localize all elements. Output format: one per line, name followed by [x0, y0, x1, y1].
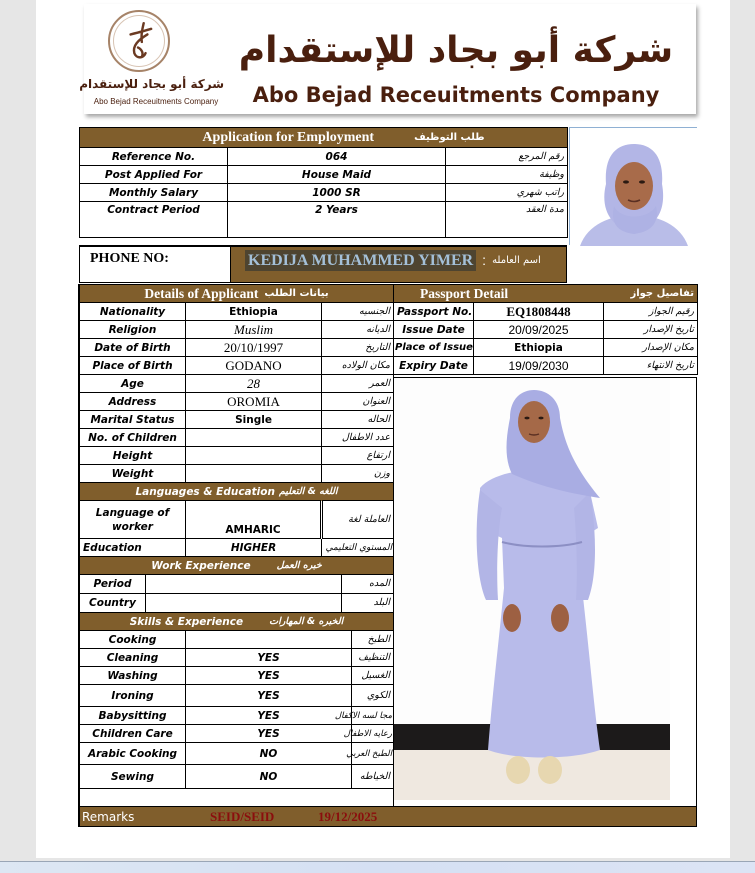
row-value: Ethiopia — [474, 339, 604, 357]
table-row — [80, 411, 394, 429]
table-row — [80, 501, 394, 539]
table-row — [394, 339, 698, 357]
row-value: AMHARIC — [186, 501, 322, 539]
row-value: NO — [186, 765, 352, 789]
table-row — [80, 685, 394, 707]
row-value — [186, 631, 352, 649]
portrait-image-icon — [570, 128, 698, 246]
row-label: Country — [80, 594, 146, 612]
row-label-ar: العنوان — [322, 393, 394, 411]
row-value: Single — [186, 411, 322, 429]
logo-arabic-text: شركة أبو بجاد للإستقدام — [79, 77, 224, 91]
row-label: Place of Issue — [394, 339, 474, 357]
table-row — [394, 303, 698, 321]
row-value: Muslim — [186, 321, 322, 339]
details-title: Details of Applicant — [144, 285, 259, 301]
row-label: Post Applied For — [80, 166, 228, 184]
row-value: House Maid — [228, 166, 446, 184]
row-label: Language of worker — [80, 501, 186, 539]
row-label: Address — [80, 393, 186, 411]
name-colon: : — [482, 252, 487, 268]
row-label: Education — [80, 539, 186, 557]
row-value: HIGHER — [186, 539, 322, 557]
table-row — [394, 321, 698, 339]
row-label: Cleaning — [80, 649, 186, 667]
row-label: Age — [80, 375, 186, 393]
row-value — [146, 594, 342, 612]
company-title-arabic: شركة أبو بجاد للإستقدام — [238, 30, 674, 71]
table-row — [80, 743, 394, 765]
row-value: 20/10/1997 — [186, 339, 322, 357]
row-value: Ethiopia — [186, 303, 322, 321]
row-label-ar: راتب شهري — [446, 184, 568, 202]
passport-title: Passport Detail — [420, 285, 509, 301]
row-label-ar: مكان الولاده — [322, 357, 394, 375]
row-label-ar: التنظيف — [352, 649, 394, 667]
table-row — [80, 303, 394, 321]
row-label-ar: الديانه — [322, 321, 394, 339]
row-label-ar: رعايه الاطفال — [352, 725, 394, 743]
row-value: YES — [186, 725, 352, 743]
table-row — [80, 321, 394, 339]
table-row — [80, 575, 394, 594]
row-label-ar: الجنسيه — [322, 303, 394, 321]
table-row — [80, 707, 394, 725]
application-table — [79, 127, 568, 238]
row-value: 2 Years — [228, 202, 446, 238]
worker-name-cell — [230, 247, 566, 282]
row-label: Contract Period — [80, 202, 228, 238]
row-label-ar: وزن — [322, 465, 394, 483]
taskbar — [0, 861, 755, 873]
skills-title-ar: الخبره & المهارات — [269, 616, 344, 627]
languages-title: Languages & Education — [135, 485, 275, 498]
row-label-ar: الطبخ العربي — [352, 743, 394, 765]
work-header-row — [80, 557, 394, 575]
company-logo-icon — [108, 10, 170, 72]
table-row — [394, 357, 698, 375]
row-label-ar: البلد — [373, 597, 390, 608]
row-label-ar: تاريخ الإصدار — [604, 321, 698, 339]
row-value: NO — [186, 743, 352, 765]
row-label-ar: الطبخ — [352, 631, 394, 649]
application-header-row — [80, 128, 568, 148]
row-label: Passport No. — [394, 303, 474, 321]
logo-english-text: Abo Bejad Receuitments Company — [93, 97, 219, 106]
portrait-photo — [569, 127, 697, 245]
company-title-english: Abo Bejad Receuitments Company — [252, 83, 660, 107]
row-value — [186, 465, 322, 483]
application-title-ar: طلب التوظيف — [414, 132, 485, 143]
row-label: Children Care — [80, 725, 186, 743]
row-label: Babysitting — [80, 707, 186, 725]
row-label: Arabic Cooking — [80, 743, 186, 765]
row-label-ar: المستوي التعليمي — [322, 539, 394, 557]
table-row — [80, 429, 394, 447]
languages-header-row — [80, 483, 394, 501]
row-value — [146, 575, 342, 593]
row-value — [186, 429, 322, 447]
phone-label: PHONE NO: — [80, 247, 230, 282]
table-row — [80, 667, 394, 685]
table-row — [80, 465, 394, 483]
row-label: Monthly Salary — [80, 184, 228, 202]
row-value: OROMIA — [186, 393, 322, 411]
row-label-ar: عدد الاطفال — [322, 429, 394, 447]
work-title-ar: خبره العمل — [276, 560, 322, 571]
remarks-bar — [79, 806, 697, 827]
row-label-ar: الخياطه — [352, 765, 394, 789]
languages-title-ar: اللغه & التعليم — [278, 486, 338, 497]
row-label-ar: الكوي — [352, 685, 394, 707]
row-value: YES — [186, 667, 352, 685]
row-value: 064 — [228, 148, 446, 166]
table-row — [80, 148, 568, 166]
table-row — [80, 357, 394, 375]
row-value: 19/09/2030 — [474, 357, 604, 375]
skills-header-row — [80, 613, 394, 631]
row-label: Washing — [80, 667, 186, 685]
table-row — [80, 649, 394, 667]
row-label: Height — [80, 447, 186, 465]
row-value: 20/09/2025 — [474, 321, 604, 339]
row-label: Issue Date — [394, 321, 474, 339]
table-row — [80, 594, 394, 613]
passport-table — [393, 284, 698, 375]
row-label-ar: وظيفة — [446, 166, 568, 184]
applicant-details-table — [79, 284, 394, 789]
row-label-ar: ارتفاع — [322, 447, 394, 465]
table-row — [80, 725, 394, 743]
row-label-ar: العاملة لغة — [322, 501, 394, 539]
row-value: 1000 SR — [228, 184, 446, 202]
table-row — [80, 393, 394, 411]
worker-name: KEDIJA MUHAMMED YIMER — [245, 250, 476, 271]
row-label-ar: الغسيل — [352, 667, 394, 685]
table-row — [80, 166, 568, 184]
row-value: YES — [186, 707, 352, 725]
row-label: Cooking — [80, 631, 186, 649]
table-row — [80, 765, 394, 789]
details-header-row — [80, 285, 394, 303]
row-label-ar: العمر — [322, 375, 394, 393]
remarks-signature: SEID/SEID — [210, 808, 275, 824]
row-label-ar: المده — [369, 578, 390, 589]
row-label: Marital Status — [80, 411, 186, 429]
work-title: Work Experience — [151, 559, 251, 572]
row-label: Period — [80, 575, 146, 593]
row-label: Ironing — [80, 685, 186, 707]
phone-name-row — [79, 245, 567, 283]
skills-title: Skills & Experience — [129, 615, 244, 628]
row-value — [186, 447, 322, 465]
table-row — [80, 202, 568, 238]
remarks-date: 19/12/2025 — [318, 808, 378, 824]
row-value: YES — [186, 649, 352, 667]
table-row — [80, 447, 394, 465]
table-row — [80, 375, 394, 393]
row-label: Sewing — [80, 765, 186, 789]
row-label-ar: رقم المرجع — [446, 148, 568, 166]
remarks-label: Remarks — [82, 809, 135, 824]
full-body-photo — [393, 377, 697, 806]
table-row — [80, 631, 394, 649]
row-label: Expiry Date — [394, 357, 474, 375]
row-label: Religion — [80, 321, 186, 339]
row-value: EQ1808448 — [474, 303, 604, 321]
row-label-ar: الحاله — [322, 411, 394, 429]
row-label-ar: رقيم الجواز — [604, 303, 698, 321]
row-value: 28 — [186, 375, 322, 393]
row-label-ar: مكان الإصدار — [604, 339, 698, 357]
passport-header-row — [394, 285, 698, 303]
company-banner — [79, 4, 696, 114]
row-value: YES — [186, 685, 352, 707]
table-row — [80, 339, 394, 357]
worker-name-label-ar: اسم العامله — [492, 255, 541, 266]
row-label-ar: تاريخ الانتهاء — [604, 357, 698, 375]
table-row — [80, 184, 568, 202]
row-label: Place of Birth — [80, 357, 186, 375]
details-title-ar: بيانات الطلب — [264, 288, 329, 299]
row-label: Date of Birth — [80, 339, 186, 357]
table-row — [80, 539, 394, 557]
row-label: No. of Children — [80, 429, 186, 447]
row-label-ar: مدة العقد — [446, 202, 568, 238]
row-label-ar: مجا لسه الاكفال — [352, 707, 394, 725]
application-title: Application for Employment — [202, 129, 375, 145]
row-label-ar: التاريخ — [322, 339, 394, 357]
passport-title-ar: تفاصيل جواز — [604, 285, 698, 303]
row-label: Nationality — [80, 303, 186, 321]
row-value: GODANO — [186, 357, 322, 375]
row-label: Reference No. — [80, 148, 228, 166]
row-label: Weight — [80, 465, 186, 483]
full-body-image-icon — [394, 378, 696, 807]
